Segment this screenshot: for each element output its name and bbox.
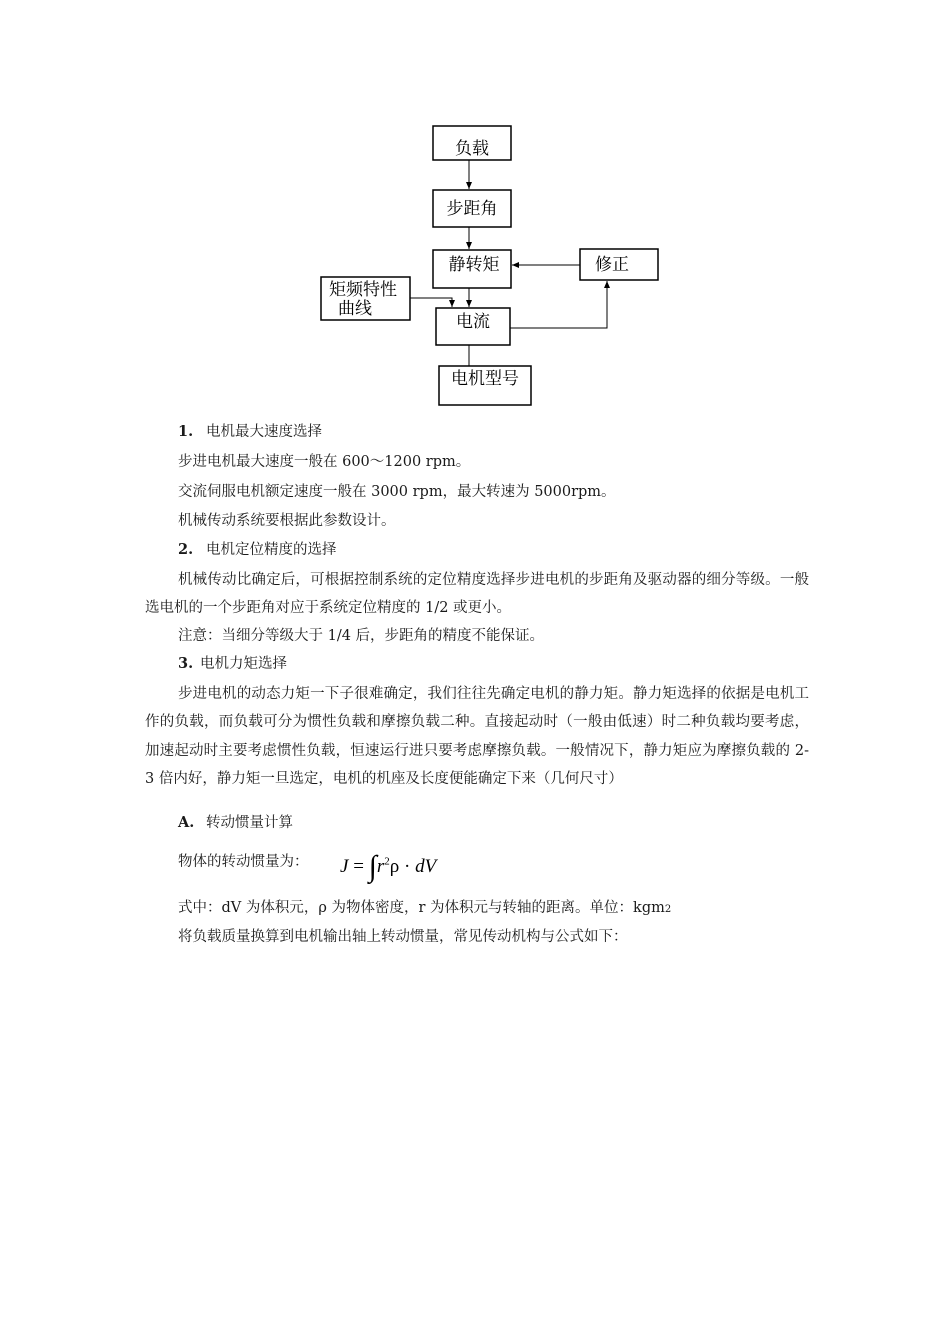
section-2-number: 2. xyxy=(178,541,194,558)
integral-symbol: ∫ xyxy=(368,850,377,883)
formula-exponent: 2 xyxy=(384,855,390,868)
formula-explanation xyxy=(178,898,671,920)
section-3-heading xyxy=(178,654,287,674)
section-a-last-line: 将负载质量换算到电机输出轴上转动惯量，常见传动机构与公式如下： xyxy=(178,929,628,945)
section-2-heading xyxy=(178,540,337,560)
box-step-angle-label: 步距角 xyxy=(446,199,498,219)
motor-selection-flowchart xyxy=(0,0,950,420)
section-3-number: 3. xyxy=(178,655,194,672)
arrow-curve-to-current xyxy=(410,298,452,307)
formula-rho: ρ xyxy=(389,856,400,877)
section-1-line-1: 步进电机最大速度一般在 600～1200 rpm。 xyxy=(178,454,471,470)
formula-lhs: J xyxy=(340,856,349,877)
section-a-number: A. xyxy=(178,814,195,831)
box-correction-label: 修正 xyxy=(595,255,629,275)
formula-dot: · xyxy=(404,856,411,877)
section-2-note: 注意：当细分等级大于 1/4 后，步距角的精度不能保证。 xyxy=(178,628,545,644)
section-1-number: 1. xyxy=(178,423,194,440)
box-current-label: 电流 xyxy=(456,312,490,332)
box-motor-model-label: 电机型号 xyxy=(451,369,519,389)
moment-of-inertia-formula xyxy=(340,846,437,883)
section-1-title: 电机最大速度选择 xyxy=(206,424,322,440)
section-1-line-3: 机械传动系统要根据此参数设计。 xyxy=(178,513,396,529)
unit-exponent: 2 xyxy=(664,904,672,915)
formula-label: 物体的转动惯量为： xyxy=(178,854,309,870)
box-load-label: 负载 xyxy=(455,139,489,159)
section-3-paragraph: 步进电机的动态力矩一下子很难确定，我们往往先确定电机的静力矩。静力矩选择的依据是电机工作的负载，而负载可分为惯性负载和摩擦负载二种。直接起动时（一般由低速）时二种负载均要考虑，加速起动时主要考虑惯性负载，恒速运行进只要考虑摩擦负载。一般情况下，静力矩应为摩擦负载的 2-3 倍内好，静力矩一旦选定，电机的机座及长度便能确定下来（几何尺寸） xyxy=(145,686,809,788)
formula-r: r xyxy=(376,856,385,877)
box-static-torque-label: 静转矩 xyxy=(448,255,500,275)
section-2-paragraph: 机械传动比确定后，可根据控制系统的定位精度选择步进电机的步距角及驱动器的细分等级。一般选电机的一个步距角对应于系统定位精度的 1/2 或更小。 xyxy=(145,572,809,617)
box-torque-freq-curve-label-1: 矩频特性 xyxy=(329,280,397,300)
section-2-title: 电机定位精度的选择 xyxy=(206,542,337,558)
formula-dv: dV xyxy=(415,856,437,877)
section-1-heading xyxy=(178,422,322,442)
section-a-title: 转动惯量计算 xyxy=(206,815,293,831)
arrow-current-to-correction xyxy=(510,281,607,328)
formula-equals: = xyxy=(353,856,364,877)
section-1-line-2: 交流伺服电机额定速度一般在 3000 rpm，最大转速为 5000rpm。 xyxy=(178,484,616,500)
section-3-title: 电机力矩选择 xyxy=(200,656,287,672)
box-torque-freq-curve-label-2: 曲线 xyxy=(338,299,372,319)
formula-explanation-text: 式中：dV 为体积元，ρ 为物体密度，r 为体积元与转轴的距离。单位：kgm xyxy=(178,900,665,916)
section-a-heading xyxy=(178,813,293,833)
